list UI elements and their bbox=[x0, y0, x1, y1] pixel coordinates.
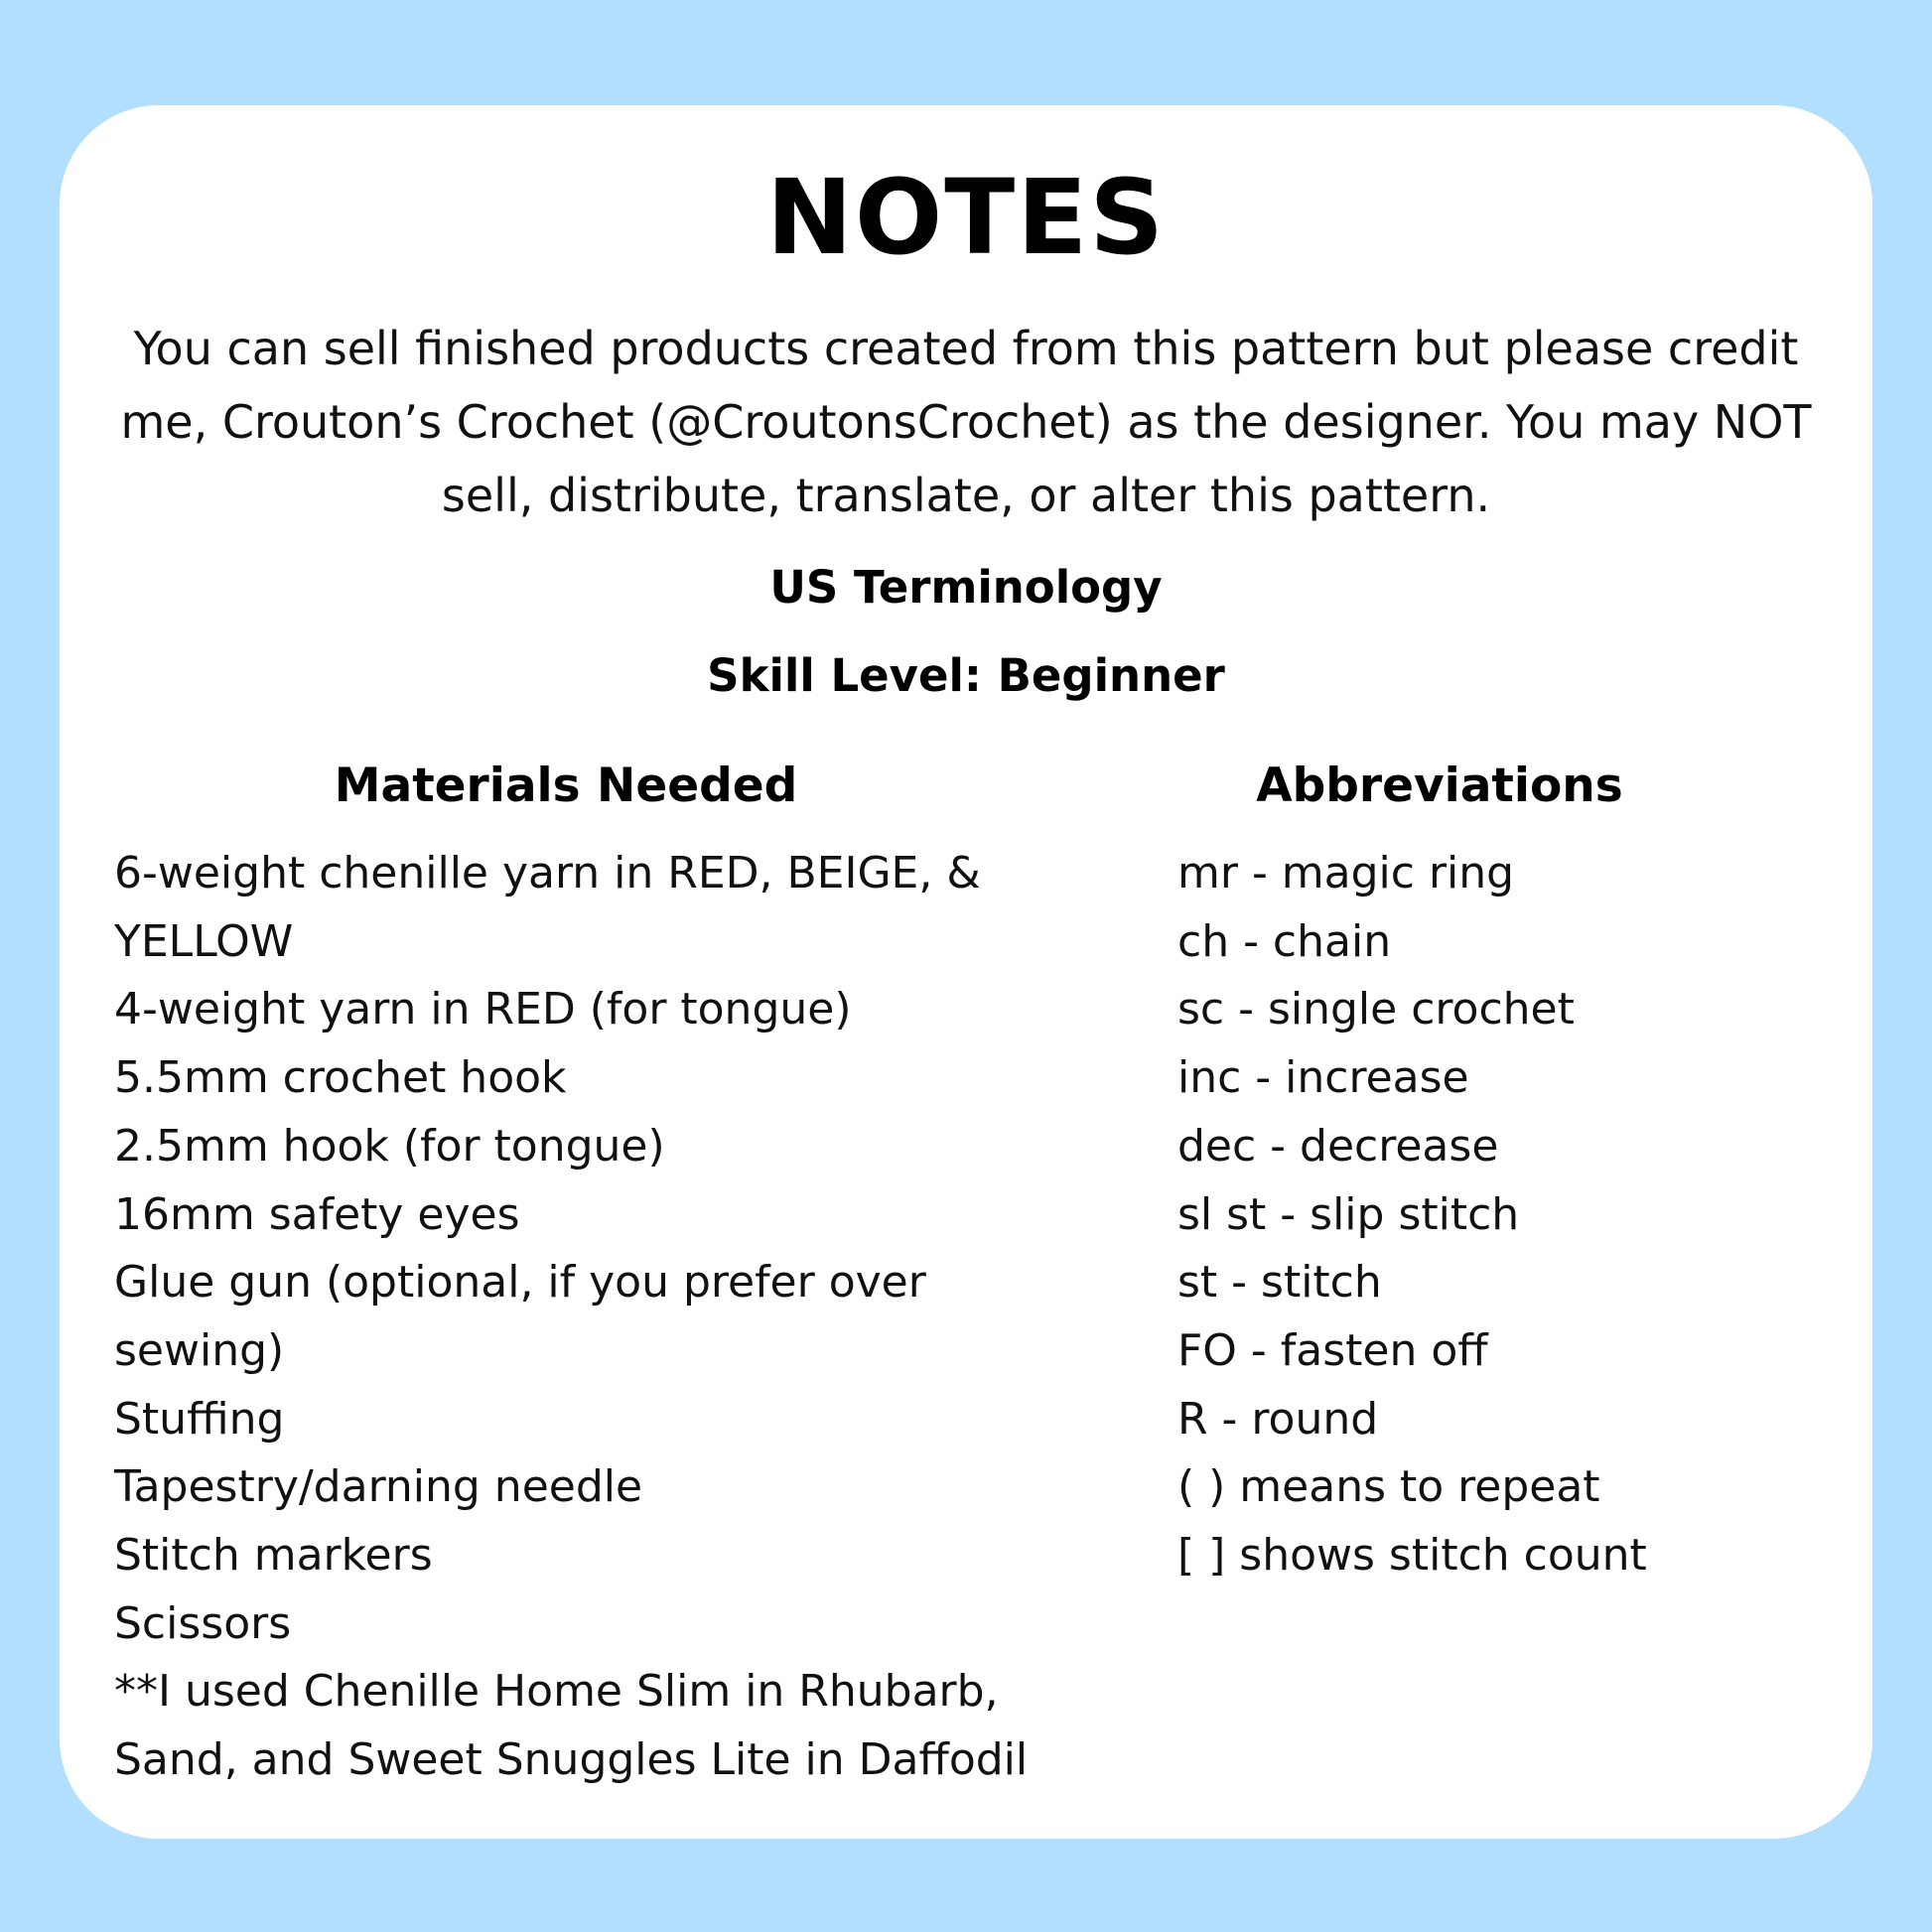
list-item: [ ] shows stitch count bbox=[1177, 1530, 1647, 1582]
list-item: Sand, and Sweet Snuggles Lite in Daffodil bbox=[114, 1734, 1029, 1786]
list-item: R - round bbox=[1177, 1393, 1379, 1445]
list-item: sc - single crochet bbox=[1177, 984, 1575, 1035]
list-item: ( ) means to repeat bbox=[1177, 1461, 1600, 1513]
materials-list bbox=[114, 840, 1107, 1795]
list-item: 5.5mm crochet hook bbox=[114, 1052, 567, 1104]
list-item: Scissors bbox=[114, 1597, 292, 1649]
list-item: Tapestry/darning needle bbox=[114, 1461, 643, 1513]
list-item: Glue gun (optional, if you prefer over bbox=[114, 1257, 926, 1309]
list-item: sewing) bbox=[114, 1324, 285, 1376]
list-item: inc - increase bbox=[1177, 1052, 1469, 1104]
list-item: 2.5mm hook (for tongue) bbox=[114, 1120, 665, 1172]
list-item: 4-weight yarn in RED (for tongue) bbox=[114, 984, 852, 1035]
list-item: st - stitch bbox=[1177, 1257, 1382, 1309]
list-item: Stitch markers bbox=[114, 1530, 433, 1582]
list-item: 6-weight chenille yarn in RED, BEIGE, & bbox=[114, 848, 981, 898]
skill-level-label: Skill Level: Beginner bbox=[707, 649, 1225, 702]
list-item: sl st - slip stitch bbox=[1177, 1188, 1520, 1240]
list-item: mr - magic ring bbox=[1177, 848, 1515, 898]
list-item: ch - chain bbox=[1177, 915, 1392, 967]
page-title: NOTES bbox=[765, 157, 1167, 278]
list-item: YELLOW bbox=[114, 915, 294, 967]
materials-heading: Materials Needed bbox=[334, 759, 798, 813]
usage-notice: You can sell finished products created from this pattern but please credit me, Crouton’s Crochet (@CroutonsCrochet) as the designer. You may NOT sell, distribute, translate, or alter this pattern. bbox=[120, 322, 1812, 522]
terminology-label: US Terminology bbox=[769, 561, 1163, 614]
list-item: FO - fasten off bbox=[1177, 1324, 1488, 1376]
abbreviations-heading: Abbreviations bbox=[1256, 759, 1623, 813]
notes-card bbox=[60, 105, 1872, 1839]
abbreviations-list bbox=[1177, 840, 1833, 1590]
list-item: **I used Chenille Home Slim in Rhubarb, bbox=[114, 1666, 999, 1718]
list-item: dec - decrease bbox=[1177, 1120, 1499, 1172]
list-item: 16mm safety eyes bbox=[114, 1188, 520, 1240]
list-item: Stuffing bbox=[114, 1393, 285, 1445]
